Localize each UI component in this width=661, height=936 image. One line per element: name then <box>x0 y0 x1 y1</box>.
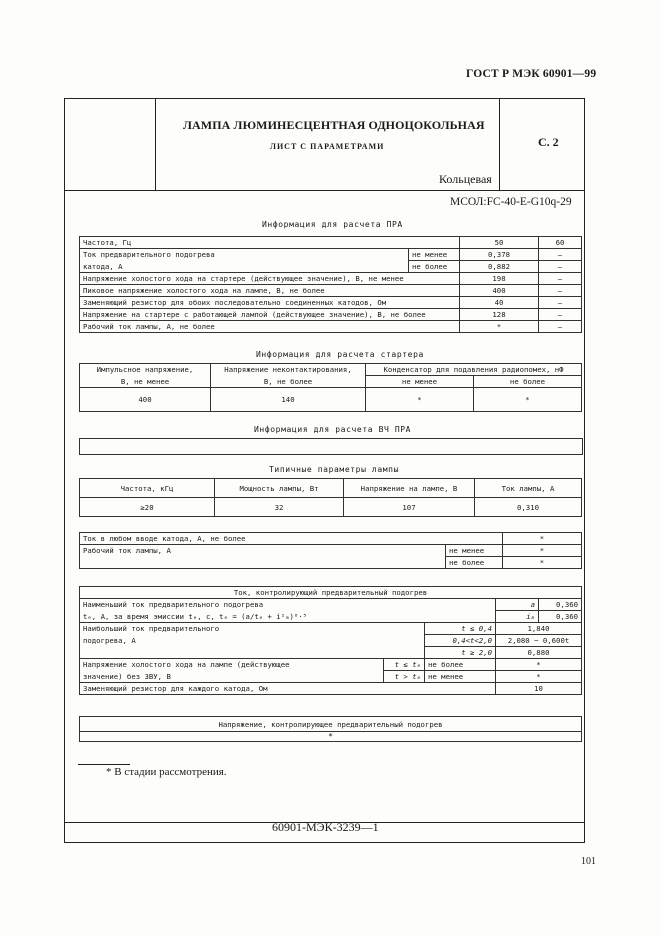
table-row <box>80 533 582 545</box>
ballast-table <box>79 236 582 333</box>
ocv-limit-1: не более <box>425 659 496 671</box>
ocv-cond-2: t > tₑ <box>384 671 425 683</box>
lamp-voltage-header: Напряжение на лампе, В <box>344 479 475 498</box>
min-value: * <box>503 545 582 557</box>
cond-3: t ≥ 2,0 <box>425 647 496 659</box>
table-row <box>80 364 582 376</box>
row-value: * <box>460 321 539 333</box>
table-row <box>80 285 582 297</box>
bottom-code: 60901-МЭК-3239—1 <box>272 820 379 834</box>
cap-max-label: не более <box>474 376 582 388</box>
ballast-heading: Информация для расчета ПРА <box>262 220 403 229</box>
current-table <box>79 532 582 569</box>
ocv-value-2: * <box>496 671 582 683</box>
table-row <box>80 249 582 261</box>
sheet-number: С. 2 <box>538 135 559 149</box>
cap-min-label: не менее <box>366 376 474 388</box>
table-row <box>80 479 582 498</box>
header-line: Импульсное напряжение, <box>96 365 194 374</box>
working-current-label: Рабочий ток лампы, А <box>80 545 446 569</box>
max-value-60: — <box>539 261 582 273</box>
preheat-voltage-value: * <box>80 732 582 742</box>
table-row <box>80 635 582 647</box>
cap-max-value: * <box>474 388 582 412</box>
title-vline-left <box>155 99 156 190</box>
row-label: Напряжение на стартере с работающей лампой (действующее значение), В, не более <box>80 309 460 321</box>
header-line: Напряжение неконтактирования, <box>224 365 352 374</box>
document-subtitle: ЛИСТ С ПАРАМЕТРАМИ <box>270 142 385 151</box>
table-row <box>80 611 582 623</box>
table-row <box>80 309 582 321</box>
min-value-50: 0,378 <box>460 249 539 261</box>
max-label: не более <box>446 557 503 569</box>
table-row <box>80 587 582 599</box>
table-row <box>80 647 582 659</box>
footnote: * В стадии рассмотрения. <box>106 766 227 778</box>
cond-1-value: 1,840 <box>496 623 582 635</box>
starter-table <box>79 363 582 412</box>
lamp-voltage-value: 107 <box>344 498 475 517</box>
min-value-60: — <box>539 249 582 261</box>
title-vline-right <box>499 99 500 190</box>
row-value: — <box>539 309 582 321</box>
typical-heading: Типичные параметры лампы <box>269 465 399 474</box>
max-value-50: 0,882 <box>460 261 539 273</box>
table-row <box>80 599 582 611</box>
freq-60: 60 <box>539 237 582 249</box>
power-value: 32 <box>215 498 344 517</box>
pulse-voltage-header <box>80 364 211 388</box>
row-value: — <box>539 285 582 297</box>
table-row <box>80 273 582 285</box>
row-label: Напряжение холостого хода на стартере (действующее значение), В, не менее <box>80 273 460 285</box>
table-row <box>80 732 582 742</box>
lamp-current-value: 0,310 <box>475 498 582 517</box>
freq-label: Частота, Гц <box>80 237 460 249</box>
row-value: 400 <box>460 285 539 297</box>
lamp-current-header: Ток лампы, А <box>475 479 582 498</box>
document-title: ЛАМПА ЛЮМИНЕСЦЕНТНАЯ ОДНОЦОКОЛЬНАЯ <box>183 118 485 132</box>
row-value: 128 <box>460 309 539 321</box>
freq-khz-value: ≥20 <box>80 498 215 517</box>
ocv-label-1: Напряжение холостого хода на лампе (действующее <box>80 659 384 671</box>
row-value: 40 <box>460 297 539 309</box>
table-row <box>80 388 582 412</box>
im-symbol: iₘ <box>496 611 539 623</box>
lamp-type: Кольцевая <box>439 172 492 186</box>
max-preheat-spacer <box>80 647 425 659</box>
row-value: — <box>539 273 582 285</box>
table-row <box>80 237 582 249</box>
ocv-cond-1: t ≤ tₑ <box>384 659 425 671</box>
table-row <box>80 659 582 671</box>
min-preheat-label-1: Наименьший ток предварительного подогрева <box>80 599 496 611</box>
starter-heading: Информация для расчета стартера <box>256 350 424 359</box>
header-line: В, не более <box>263 376 313 386</box>
hf-heading: Информация для расчета ВЧ ПРА <box>254 425 412 434</box>
table-row <box>80 683 582 695</box>
table-row <box>80 297 582 309</box>
row-label: Пиковое напряжение холостого хода на лампе, В, не более <box>80 285 460 297</box>
row-value: — <box>539 297 582 309</box>
footnote-rule <box>78 764 130 765</box>
pulse-voltage-value: 400 <box>80 388 211 412</box>
row-label: Заменяющий резистор для обоих последовательно соединенных катодов, Ом <box>80 297 460 309</box>
page-number: 101 <box>581 856 596 867</box>
ocv-value-1: * <box>496 659 582 671</box>
cathode-resistor-value: 10 <box>496 683 582 695</box>
preheat-label-2: катода, А <box>80 261 409 273</box>
table-row <box>80 498 582 517</box>
cond-2: 0,4<t<2,0 <box>425 635 496 647</box>
table-row <box>80 623 582 635</box>
a-value: 0,360 <box>539 599 582 611</box>
preheat-label-1: Ток предварительного подогрева <box>80 249 409 261</box>
preheat-voltage-heading: Напряжение, контролирующее предварительный подогрев <box>80 717 582 732</box>
ocv-label-2: значение) без ЗВУ, В <box>80 671 384 683</box>
hf-empty-box <box>79 438 583 455</box>
row-label: Рабочий ток лампы, А, не более <box>80 321 460 333</box>
max-preheat-label-1: Наибольший ток предварительного <box>80 623 425 635</box>
cathode-current-value: * <box>503 533 582 545</box>
cathode-resistor-label: Заменяющий резистор для каждого катода, Ом <box>80 683 496 695</box>
cond-1: t ≤ 0,4 <box>425 623 496 635</box>
row-value: 198 <box>460 273 539 285</box>
power-header: Мощность лампы, Вт <box>215 479 344 498</box>
im-value: 0,360 <box>539 611 582 623</box>
header-line: В, не менее <box>120 376 170 386</box>
table-row <box>80 545 582 557</box>
typical-table <box>79 478 582 517</box>
cap-min-value: * <box>366 388 474 412</box>
row-value: — <box>539 321 582 333</box>
min-label: не менее <box>446 545 503 557</box>
min-preheat-label-2: tₑ, А, за время эмиссии tₑ, с, tₑ = (a/tₑ + i²ₘ)⁰·⁵ <box>80 611 496 623</box>
table-row <box>80 321 582 333</box>
preheat-voltage-table <box>79 716 582 742</box>
table-row <box>80 671 582 683</box>
max-label: не более <box>409 261 460 273</box>
a-symbol: a <box>496 599 539 611</box>
cathode-current-label: Ток в любом вводе катода, А, не более <box>80 533 503 545</box>
preheat-heading: Ток, контролирующий предварительный подогрев <box>80 587 582 599</box>
max-preheat-label-2: подогрева, А <box>80 635 425 647</box>
cond-2-value: 2,080 − 0,600t <box>496 635 582 647</box>
title-divider <box>65 190 584 191</box>
freq-50: 50 <box>460 237 539 249</box>
capacitor-header: Конденсатор для подавления радиопомех, нФ <box>366 364 582 376</box>
preheat-table <box>79 586 582 695</box>
lamp-code: МСОЛ:FC-40-E-G10q-29 <box>450 196 572 208</box>
table-row <box>80 717 582 732</box>
cond-3-value: 0,880 <box>496 647 582 659</box>
non-contact-value: 140 <box>211 388 366 412</box>
min-label: не менее <box>409 249 460 261</box>
table-row <box>80 261 582 273</box>
ocv-limit-2: не менее <box>425 671 496 683</box>
non-contact-header <box>211 364 366 388</box>
standard-header: ГОСТ Р МЭК 60901—99 <box>466 68 597 80</box>
max-value: * <box>503 557 582 569</box>
freq-khz-header: Частота, кГц <box>80 479 215 498</box>
